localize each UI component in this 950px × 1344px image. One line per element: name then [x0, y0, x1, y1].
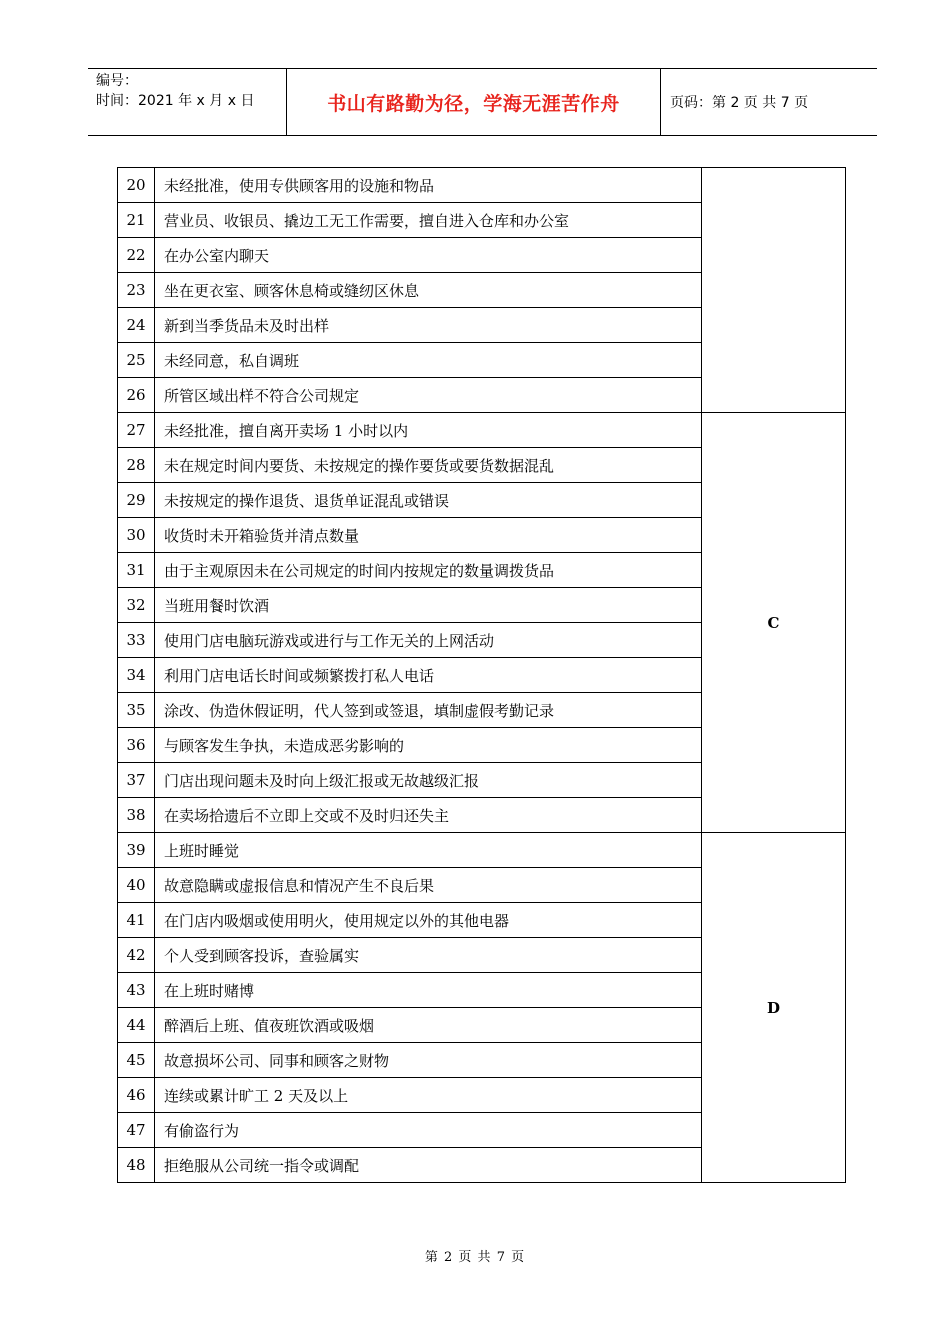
rule-number: 43 — [118, 973, 155, 1008]
rule-description: 当班用餐时饮酒 — [155, 588, 702, 623]
rule-number: 40 — [118, 868, 155, 903]
rule-number: 48 — [118, 1148, 155, 1183]
rule-number: 47 — [118, 1113, 155, 1148]
doc-time-label: 时间：2021 年 x 月 x 日 — [96, 93, 255, 109]
rule-description: 在门店内吸烟或使用明火，使用规定以外的其他电器 — [155, 903, 702, 938]
rule-number: 27 — [118, 413, 155, 448]
rule-description: 在卖场拾遗后不立即上交或不及时归还失主 — [155, 798, 702, 833]
rule-description: 所管区域出样不符合公司规定 — [155, 378, 702, 413]
rule-description: 门店出现问题未及时向上级汇报或无故越级汇报 — [155, 763, 702, 798]
rule-description: 收货时未开箱验货并清点数量 — [155, 518, 702, 553]
rule-number: 37 — [118, 763, 155, 798]
rule-description: 未在规定时间内要货、未按规定的操作要货或要货数据混乱 — [155, 448, 702, 483]
rule-description: 未经同意，私自调班 — [155, 343, 702, 378]
rule-description: 与顾客发生争执，未造成恶劣影响的 — [155, 728, 702, 763]
rule-number: 28 — [118, 448, 155, 483]
rule-description: 涂改、伪造休假证明，代人签到或签退，填制虚假考勤记录 — [155, 693, 702, 728]
header-motto: 书山有路勤为径，学海无涯苦作舟 — [327, 92, 620, 115]
rule-description: 故意隐瞒或虚报信息和情况产生不良后果 — [155, 868, 702, 903]
rule-number: 24 — [118, 308, 155, 343]
rule-description: 在办公室内聊天 — [155, 238, 702, 273]
page-header — [88, 68, 877, 136]
rule-number: 32 — [118, 588, 155, 623]
grade-cell: D — [702, 833, 846, 1183]
rule-number: 26 — [118, 378, 155, 413]
rule-number: 23 — [118, 273, 155, 308]
rule-number: 39 — [118, 833, 155, 868]
rules-table — [117, 167, 846, 1183]
rule-number: 21 — [118, 203, 155, 238]
rule-number: 45 — [118, 1043, 155, 1078]
rule-description: 上班时睡觉 — [155, 833, 702, 868]
rule-description: 营业员、收银员、撬边工无工作需要，擅自进入仓库和办公室 — [155, 203, 702, 238]
rule-number: 30 — [118, 518, 155, 553]
header-meta — [96, 71, 286, 111]
table-row — [118, 413, 846, 448]
table-row — [118, 168, 846, 203]
rule-description: 新到当季货品未及时出样 — [155, 308, 702, 343]
rule-description: 由于主观原因未在公司规定的时间内按规定的数量调拨货品 — [155, 553, 702, 588]
rule-number: 46 — [118, 1078, 155, 1113]
header-page-info: 页码：第 2 页 共 7 页 — [670, 95, 809, 111]
rule-number: 35 — [118, 693, 155, 728]
rule-description: 醉酒后上班、值夜班饮酒或吸烟 — [155, 1008, 702, 1043]
rule-number: 36 — [118, 728, 155, 763]
rule-number: 31 — [118, 553, 155, 588]
rule-description: 有偷盗行为 — [155, 1113, 702, 1148]
rule-description: 个人受到顾客投诉，查验属实 — [155, 938, 702, 973]
rule-description: 未经批准，使用专供顾客用的设施和物品 — [155, 168, 702, 203]
rule-number: 41 — [118, 903, 155, 938]
rule-description: 未按规定的操作退货、退货单证混乱或错误 — [155, 483, 702, 518]
rule-description: 使用门店电脑玩游戏或进行与工作无关的上网活动 — [155, 623, 702, 658]
rule-number: 20 — [118, 168, 155, 203]
rule-description: 在上班时赌博 — [155, 973, 702, 1008]
grade-cell: C — [702, 413, 846, 833]
rule-number: 44 — [118, 1008, 155, 1043]
rule-number: 25 — [118, 343, 155, 378]
doc-code-label: 编号： — [96, 73, 138, 89]
rule-number: 42 — [118, 938, 155, 973]
rule-number: 33 — [118, 623, 155, 658]
rule-description: 利用门店电话长时间或频繁拨打私人电话 — [155, 658, 702, 693]
table-row — [118, 833, 846, 868]
rule-description: 坐在更衣室、顾客休息椅或缝纫区休息 — [155, 273, 702, 308]
header-divider — [660, 69, 661, 135]
page-footer: 第 2 页 共 7 页 — [424, 1250, 526, 1265]
rule-description: 故意损坏公司、同事和顾客之财物 — [155, 1043, 702, 1078]
rule-number: 22 — [118, 238, 155, 273]
rule-description: 未经批准，擅自离开卖场 1 小时以内 — [155, 413, 702, 448]
rule-number: 34 — [118, 658, 155, 693]
rule-number: 29 — [118, 483, 155, 518]
grade-cell — [702, 168, 846, 413]
rule-number: 38 — [118, 798, 155, 833]
rule-description: 连续或累计旷工 2 天及以上 — [155, 1078, 702, 1113]
rule-description: 拒绝服从公司统一指令或调配 — [155, 1148, 702, 1183]
